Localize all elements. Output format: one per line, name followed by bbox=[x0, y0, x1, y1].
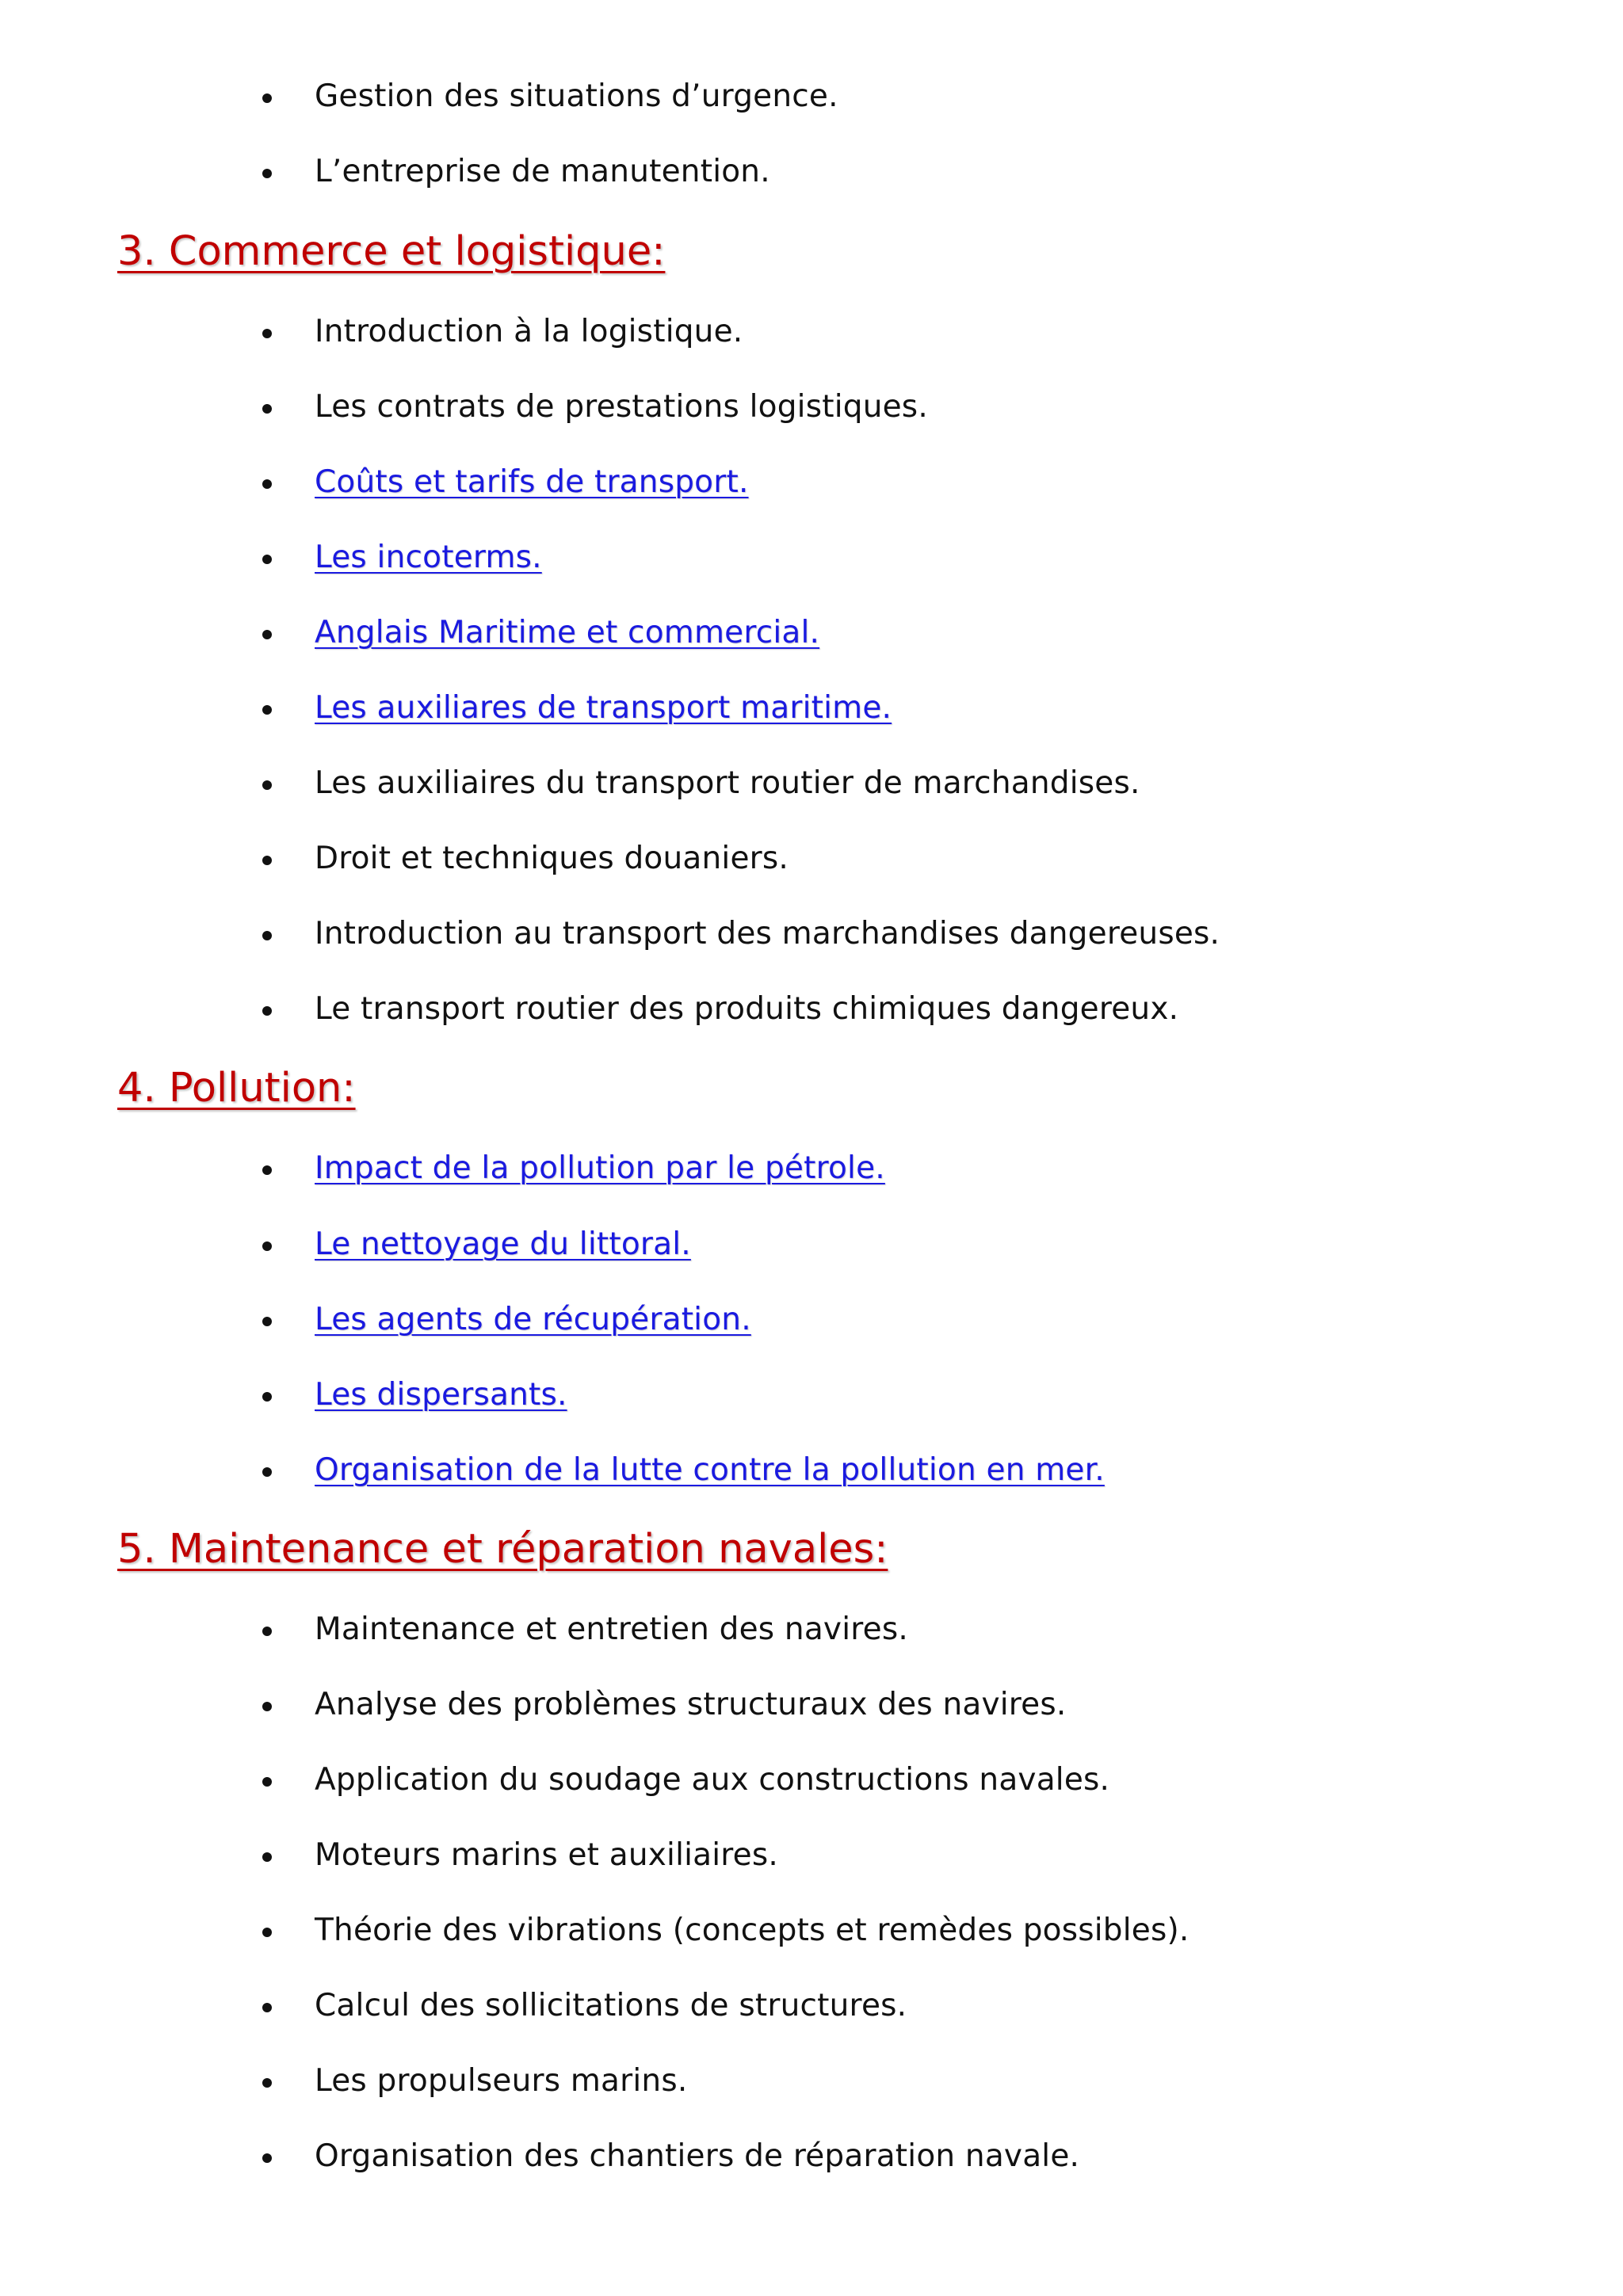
list-item-text: Introduction au transport des marchandises dangereuses. bbox=[315, 916, 1220, 952]
list-item bbox=[315, 689, 892, 727]
link-impact-pollution-petrole[interactable]: Impact de la pollution par le pétrole. bbox=[315, 1150, 885, 1186]
link-anglais-maritime[interactable]: Anglais Maritime et commercial. bbox=[315, 615, 820, 650]
list-item bbox=[315, 1611, 908, 1649]
list-item bbox=[315, 1226, 691, 1264]
list-item-text: Gestion des situations d’urgence. bbox=[315, 78, 838, 114]
list-item-text: Analyse des problèmes structuraux des navires. bbox=[315, 1687, 1067, 1722]
list-item bbox=[315, 1376, 567, 1414]
list-item bbox=[315, 915, 1220, 953]
list-item bbox=[315, 1836, 778, 1875]
bullet-icon bbox=[262, 2078, 272, 2088]
list-item bbox=[315, 614, 819, 652]
list-item bbox=[315, 78, 838, 116]
list-item bbox=[315, 463, 749, 502]
section-heading: 5. Maintenance et réparation navales: bbox=[117, 1526, 888, 1573]
list-item-text: Application du soudage aux constructions navales. bbox=[315, 1762, 1110, 1798]
list-item-text: Maintenance et entretien des navires. bbox=[315, 1611, 908, 1647]
section-heading: 3. Commerce et logistique: bbox=[117, 228, 666, 275]
list-item-text: Droit et techniques douaniers. bbox=[315, 841, 789, 876]
link-nettoyage-littoral[interactable]: Le nettoyage du littoral. bbox=[315, 1226, 691, 1262]
list-item bbox=[315, 1301, 751, 1339]
bullet-icon bbox=[262, 1777, 272, 1787]
list-item-text: Les contrats de prestations logistiques. bbox=[315, 389, 928, 425]
bullet-icon bbox=[262, 630, 272, 639]
list-item bbox=[315, 840, 789, 878]
list-item-text: Les propulseurs marins. bbox=[315, 2063, 688, 2099]
bullet-icon bbox=[262, 329, 272, 338]
list-item-text: L’entreprise de manutention. bbox=[315, 154, 770, 189]
link-dispersants[interactable]: Les dispersants. bbox=[315, 1377, 567, 1413]
list-item-text: Organisation des chantiers de réparation navale. bbox=[315, 2138, 1080, 2174]
list-item-text: Moteurs marins et auxiliaires. bbox=[315, 1837, 778, 1873]
bullet-icon bbox=[262, 1852, 272, 1862]
bullet-icon bbox=[262, 479, 272, 489]
bullet-icon bbox=[262, 931, 272, 940]
link-auxiliares-transport-maritime[interactable]: Les auxiliares de transport maritime. bbox=[315, 690, 892, 726]
bullet-icon bbox=[262, 1928, 272, 1937]
link-incoterms[interactable]: Les incoterms. bbox=[315, 540, 542, 575]
list-item bbox=[315, 990, 1178, 1028]
section-heading: 4. Pollution: bbox=[117, 1065, 356, 1112]
link-lutte-pollution-mer[interactable]: Organisation de la lutte contre la pollution en mer. bbox=[315, 1452, 1105, 1488]
bullet-icon bbox=[262, 404, 272, 414]
bullet-icon bbox=[262, 780, 272, 790]
list-item bbox=[315, 539, 542, 577]
bullet-icon bbox=[262, 1006, 272, 1016]
list-item bbox=[315, 2062, 687, 2100]
list-item-text: Le transport routier des produits chimiques dangereux. bbox=[315, 991, 1179, 1027]
list-item bbox=[315, 153, 770, 191]
bullet-icon bbox=[262, 2003, 272, 2012]
bullet-icon bbox=[262, 169, 272, 178]
list-item-text: Les auxiliaires du transport routier de marchandises. bbox=[315, 765, 1140, 801]
list-item bbox=[315, 313, 743, 351]
list-item bbox=[315, 2138, 1079, 2176]
list-item-text: Introduction à la logistique. bbox=[315, 314, 743, 349]
bullet-icon bbox=[262, 1467, 272, 1477]
list-item bbox=[315, 765, 1140, 803]
link-agents-recuperation[interactable]: Les agents de récupération. bbox=[315, 1302, 751, 1337]
bullet-icon bbox=[262, 1702, 272, 1711]
bullet-icon bbox=[262, 1165, 272, 1175]
bullet-icon bbox=[262, 93, 272, 103]
list-item bbox=[315, 1150, 885, 1188]
bullet-icon bbox=[262, 1627, 272, 1636]
bullet-icon bbox=[262, 2153, 272, 2163]
list-item bbox=[315, 1987, 907, 2025]
list-item bbox=[315, 1761, 1109, 1799]
bullet-icon bbox=[262, 856, 272, 865]
bullet-icon bbox=[262, 1317, 272, 1326]
bullet-icon bbox=[262, 1392, 272, 1402]
list-item bbox=[315, 1451, 1105, 1489]
list-item-text: Calcul des sollicitations de structures. bbox=[315, 1988, 907, 2023]
bullet-icon bbox=[262, 705, 272, 715]
list-item bbox=[315, 1686, 1067, 1724]
bullet-icon bbox=[262, 1241, 272, 1251]
link-couts-tarifs-transport[interactable]: Coûts et tarifs de transport. bbox=[315, 464, 749, 500]
list-item bbox=[315, 1912, 1190, 1950]
list-item-text: Théorie des vibrations (concepts et remèdes possibles). bbox=[315, 1913, 1190, 1948]
list-item bbox=[315, 388, 928, 426]
bullet-icon bbox=[262, 555, 272, 564]
